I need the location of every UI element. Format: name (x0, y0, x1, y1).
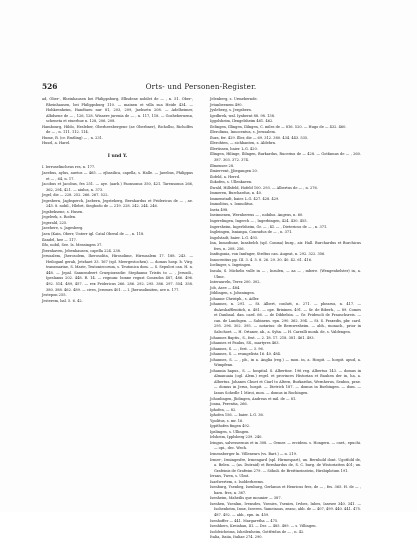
index-entry: Johannes, S. — , pb., in a. Anglia (reg.) — mon. in, a. Hospit. — hospit. apud, a. Wimpfenn. (210, 357, 361, 368)
index-entry: Jestepon 255. (42, 293, 67, 298)
index-entry: Jbernhaven, Jebenhausen, capella 224. 238. (42, 248, 122, 253)
index-entry: Iphofen 156. — baier. L.G. 36. (210, 413, 264, 418)
index-entry: Isaelwertem, s. Isolderheems. (210, 479, 264, 484)
index-entry: Immeren, Burchardus, n. 40. (210, 191, 263, 196)
index-entry: Ingolstadt, baier. L.G. 493. (210, 235, 259, 240)
index-entry: Ilmiervent, Jjbegangen 20. (210, 169, 258, 174)
page-header (42, 82, 360, 94)
index-entry: Ingersheim, Ingerlsheim, Gr. — , Kl. — , Dietericus de — , n. 371. (210, 224, 328, 229)
index-entry: Ineta 498. (210, 207, 229, 212)
section-heading: I und Y. (107, 153, 128, 159)
index-entry: Johanne Christph., s. Adler. (210, 296, 260, 301)
index-entry: Ippithofen fingen 492. (210, 424, 251, 429)
index-entry: Isenheim, Maheilis que mounier — 387. (210, 496, 282, 501)
index-entry: Jaen (Kain, Oberr, Unterr igl. Catal Oberal de — , n. 118. (42, 232, 145, 237)
index-entry: Iringus, salvesseenus et in 308. — Ormer. — ercidem. s. Hongern. — cnet., epuchi. — opi., dec. Wech. (210, 440, 361, 451)
index-entry: Hume, R. (cr. Emtling) — , n. 231. (42, 135, 104, 140)
index-entry: Jelenberg, s. Urmebernde. (210, 97, 258, 101)
index-entry: Insula, S. Michelis vulle in — , Insulen, — aa — , mbere. (Wengenhelster) in, a. Ulme. (210, 268, 361, 279)
index-entry: Ilokofen, s. Ullenkaven. (210, 180, 253, 185)
left-entries-before-section (42, 97, 193, 147)
index-entry: Illingen, Hilinge, Ililngen, Burkardus, Rucerius de — 428. — Gotfamus de — , 260. 387. 303. 372. 374. (210, 152, 361, 163)
index-entry: Jegsbeksene, s. Husen. (42, 209, 84, 214)
index-entry: Jaeehere, s. Jagesberg. (42, 226, 84, 231)
index-entry: Isenhhers, Kreiahan, III. — Dsr. — 485. 489. — s. Villingen. (210, 524, 317, 529)
index-entry: Ilwald, Hillsfeld, Hofeld 100. 293. — Albertus de — , n. 276. (210, 185, 318, 190)
index-entry: Jetanbeenem 490. (210, 102, 243, 107)
index-entry: Jegesbern, Jagbsperch, Jaebern, Jegsteherg, Bernhardus et Fridericus de — , ae. 245. 8. nobil., Hlebrt, Siegbodo de — 219. 228. 242. 244. 246. (42, 198, 193, 209)
index-entry: Jegeleek, s. Roden. (42, 215, 77, 220)
index-entry: Immenstadt, baier. L.G. 427. 428. 429. (210, 196, 280, 201)
index-entry: Igedbrek, wal. Iynbernt 88. 98. 138. (210, 113, 276, 118)
index-entry: Illerohten, — sichbanten, s. Aldebrn. (210, 141, 277, 146)
index-entry: Irmer-, Irmingesfre, Irmengard (spl. Hirmespart), ux. Bernhold dont. Ugotfold de, a. Belen. — (as. Dutraid) et Bernhardus de, S. C. burg. de Wistoriatten 401; ux. Grafeinis de Grafwim 279. — Söhnli. de Breittneinstein, Hirsbiplotum 191. (210, 457, 361, 473)
index-entry: Jaeebus, aylus, auetos — 465. — ejbasilica, capella, s. Halle. — Jaeebus, Philippus et — , 64, n. 17. (42, 171, 193, 181)
index-entry: Jacobus et Jacobus, fes 251. — aye. (aarb.) Faonsonus 350, 421. Tarensonus 266, 362, 294, 421. — aiulus, n. 373. (42, 182, 193, 192)
index-entry: Johannes, n. 291. — St. Albert, conlutt, n. 271. — phearus, n. 417. — duAeshafflenitich, n. 481. — ope. Brixinen. 491. — Sr. de Biberh., — 89. Comes et Danbaul. dan. card. 66. — de Dibbelsin. — Gr. Frideucli de Frauschsreis. — can. de Landsgen. — Sabinens. epn. 290. 362. 394. — St. S. Praxedis, pbr. card. 295. 296. 302. 395. — notarius: de Bernwesheim. — abh., monach., prior in Salschoet. — H. Ortaner, ab., a. Syhn. — H. Carralli monk. de, s. Valdengen. (210, 302, 361, 334)
index-entry: Innocentius pp. III. 3. 4. 5. 8. 26. 29. 30. 40. 42. 61. 416. (210, 257, 313, 262)
index-entry: Irrans, Twen, s. Ulmt. (210, 474, 250, 479)
index-entry: Ingerelingen, Ingerch — , Ingerbingen, 424. 430. 455. (210, 219, 308, 224)
index-entry: Ilura, fer. 429. Iller, die — 69. 312. 380. 434. 443. 535. (210, 135, 309, 140)
page-title: Orts- und Personen-Register. (145, 82, 257, 91)
index-entry: Jonna, Ferentia, 266. (210, 402, 248, 407)
index-entry: Jegerald, 225. (42, 220, 68, 225)
index-entry: Iggolsheim, Ilengelsheim 461. 462. (210, 119, 274, 124)
index-entry: Ilfo, nobil, See. Is. Mensingen 37. (42, 243, 103, 248)
index-entry: Ilofeld, a. Herrd. (210, 174, 241, 179)
index-entry: Johannes Baptis., S., fest. — 2. 18. 17. 218. 381. 461. 493. (210, 335, 315, 340)
index-entry: Ingleingen, Isnianpa, Conradus de — , n. 371. (210, 230, 293, 235)
page-number: 526 (42, 82, 58, 91)
index-entry: Jithlingen, s. Jobsningen. (210, 291, 255, 296)
index-entry: Isoldeicheims, Isheilenheim, Gottfridus de — , n. 42. (210, 529, 305, 534)
index-entry: Illmensee 28. (210, 163, 235, 168)
left-column (42, 97, 193, 304)
left-entries (42, 165, 193, 304)
index-entry: Innfngonia, von Innfnger, Strdtus can. Augeat, n. 292. 322. 356. (210, 252, 326, 257)
index-entry: Illertissen, baier. L.G. 420. (210, 146, 258, 151)
right-column (210, 97, 361, 541)
index-entry: Hambourg, Hiblo, Hesleber, Oberheesbergene (ae Oberbner), Richolbo, Richolfes de — , n. 111. 112. 114. (42, 124, 193, 135)
index-entry: Iphofen, — 82. (210, 407, 237, 412)
index-entry: Interaureln, Terez 200. 302. (210, 280, 261, 285)
index-entry: ad, Ober-, Rheinhausen bei Philippsburg, Elbsdene nobilet de — , n. 51. Ober-, Rheinhausen, bei Philippsburg 110. — mainen et villa sua Heide 434. — Hohkrenheim, Handtaeu nur 81, 203, 209, Jaehsetn 208. — Adelheimer, Albdsene de — , 126, 128. Wisaere jurenia de — , n. 117, 118. — Gosheberuenn, scheneta et eiuerhue n. 128, 206. 208. (42, 97, 193, 124)
index-entry: Illerolinus, Innocentus, s. Jerusalem. (210, 130, 277, 135)
index-entry: Inn, Inmodiune, Innsbelch (spl. Conma) burg., air. Hall. Burchardus et Burchicus fres, n. 208. 256. (210, 241, 361, 251)
index-entry: Jysleberg, s. Jergsbern. (210, 108, 252, 113)
index-entry: Johannes et Paulus, SS., martyres 463. (210, 341, 280, 346)
index-entry: I. Ierruselincheus res, n. 177. (42, 165, 96, 170)
index-entry: Isenhen, Ysenlnn, Ivensdes, Ysenies, Ysenies, Irvbes, Inbes, Iasrsee 340. 341. — Isohenheim, Isme, Iseeren. Yameinoas, zeanc, abb. de — 407, 499. 440. 441. 475. 487. 492. — abb., epn. in. 459. (210, 501, 361, 518)
index-entry: Johannia hapus., S. — hospital. S. Albertine. 196 reg. Albertus 143. — domus in Almanuaia (ogl. Alem.) regel. et provinces Historian et Bauhen der in, ha, a. Albertus. Johanes Chuet et Ciarl to Altern, Burkardus, Wernherus, Senbos, prae. — domus in Jerus, hospit. — Dietrich 187. — domus in Boebingen. — dom. — Ianus Sohedle 1 Miroi, mon. — domus in Rochingen. (210, 368, 361, 395)
index-entry: Jerusalem, Jherosolem, Iherosolita, Hirosolime, Hirsusalem 17. 188. 243. — Heiloganl gerab, Jetzhaet 33. 167 (spl. Meergestochen). — domus hosp. b. Virg. transmarine, S. Marie, Teutoniecorum, s. Teutonica dom. — S. Sepulcri can. H. n. 448. — Jepal. Sannendeert Cruepiorasdie: Stephanus Tristis to — , Jerusdi., Ipeslanus 202. 448. R. 14. — regnum: bonne regust Conrados 487, 486. 496. 492. 514. 489, 457. — rex Fridericus 266. 286. 292. 295. 386. 297. 554. 358. 380. 388. 462. 489. — cives, Jeromes 401. — I. Jherusolimiten, ave n. 177. (42, 254, 193, 292)
index-entry: Irmensberger ln. Villeneurs (vs. Bart.) — n. 219. (210, 452, 297, 456)
index-entry: Johannes, S. — evangelista 16. 40. 484. (210, 352, 281, 357)
index-entry: Ioelinger, s. Ingeingen. (210, 263, 252, 268)
index-entry: Ilandel, hee — 117. (42, 237, 77, 242)
index-entry: Johannes, S. — , fest. — 3. 96. (210, 346, 264, 351)
index-entry: Jegel, die — 228. 252. 266. 267. 522. (42, 193, 109, 198)
index-entry: Ypolitus, s. mr. 16. (210, 418, 244, 423)
index-entry: Immolitus, s. Ionnolitus. (210, 202, 254, 207)
index-entry: Jesterem, bal. 5. 6. 42. (42, 298, 83, 303)
index-entry: Irlsheim, Ipplsberg 239. 240. (210, 435, 263, 440)
index-entry: Husel, a. Harel. (42, 141, 71, 146)
index-entry: Isenburg, Ysenbrg, Isenburg, Gerlanus et Henricus fres, de — , fes. 365. H. de — , barn. fres, n. 367. (210, 485, 361, 495)
index-entry: Job, Asee — 484. (210, 285, 241, 290)
index-entry: Italia, Itaiia, Italiae 274. 290. (210, 535, 263, 540)
index-entry: Ineinnenen, Wernhereus — , nobilus. Angeus, n. 60. (210, 213, 304, 218)
index-entry: Ipslingen, s. Ullingen. (210, 429, 250, 434)
right-entries (210, 97, 361, 541)
index-entry: Isenhoffer — 441. Margaretha — 475. (210, 518, 279, 523)
index-entry: Johonlingen, Jlidingen, Andreas et mil. de — 81. (210, 396, 297, 401)
index-entry: Ilelingen, Illingen, Ililngen, C. miles de — 816. 520. — Hugo de — 432. 460. (210, 124, 347, 129)
